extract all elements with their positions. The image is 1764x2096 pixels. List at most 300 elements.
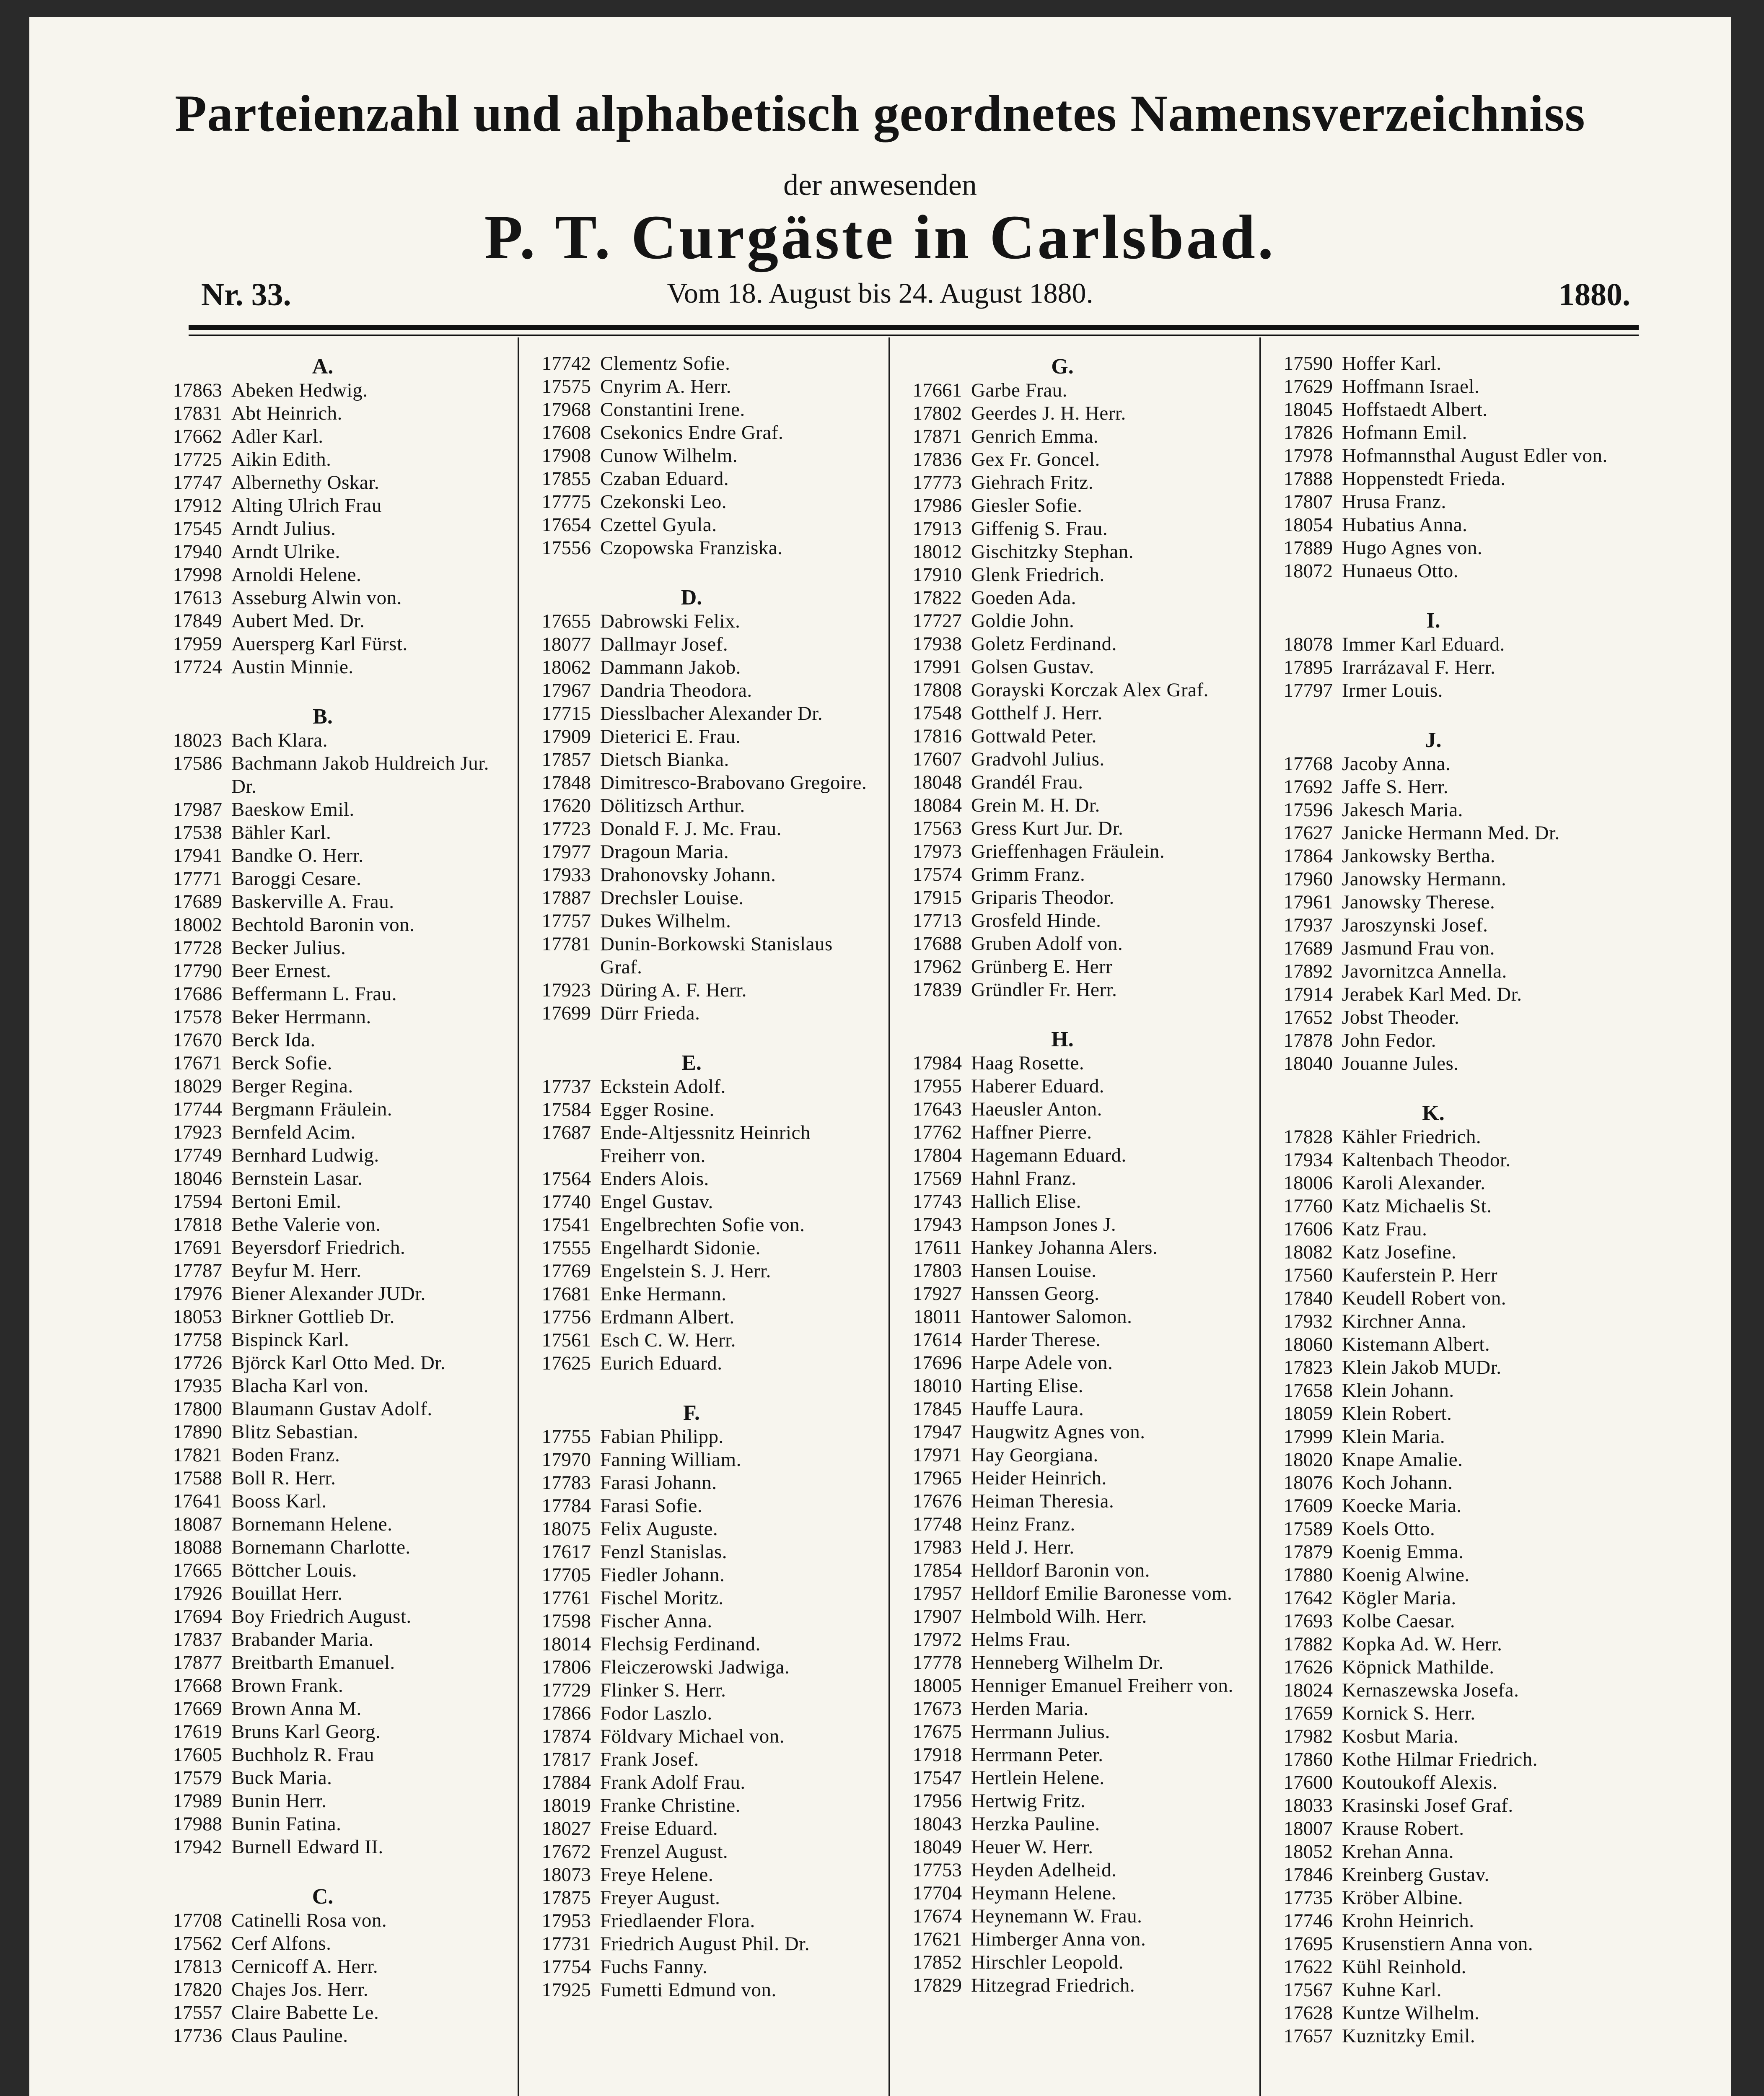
guest-entry xyxy=(507,1748,876,1771)
guest-entry xyxy=(507,1564,876,1587)
party-number: 17708 xyxy=(173,1909,222,1931)
guest-entry xyxy=(507,444,876,467)
guest-name: Baeskow Emil. xyxy=(231,799,355,820)
guest-name: Dieterici E. Frau. xyxy=(600,726,741,747)
party-number: 17955 xyxy=(912,1075,962,1097)
guest-entry xyxy=(878,1236,1247,1259)
party-number: 17831 xyxy=(173,402,222,424)
guest-name: Hubatius Anna. xyxy=(1342,514,1468,536)
section-gap xyxy=(1249,1075,1618,1099)
guest-name: Freye Helene. xyxy=(600,1864,714,1886)
guest-entry xyxy=(138,1328,507,1352)
guest-entry xyxy=(878,1697,1247,1720)
guest-entry xyxy=(138,913,507,936)
guest-entry xyxy=(507,398,876,421)
guest-entry xyxy=(1249,1564,1618,1587)
party-number: 17762 xyxy=(912,1121,962,1143)
guest-name: Bethe Valerie von. xyxy=(231,1214,381,1235)
party-number: 18027 xyxy=(541,1818,591,1839)
party-number: 17641 xyxy=(173,1490,222,1512)
guest-name: Hertwig Fritz. xyxy=(971,1790,1086,1812)
guest-entry xyxy=(1249,1264,1618,1287)
guest-name: Helldorf Baronin von. xyxy=(971,1559,1150,1581)
guest-entry xyxy=(138,471,507,494)
guest-entry xyxy=(878,1098,1247,1121)
guest-entry xyxy=(878,1075,1247,1098)
party-number: 17755 xyxy=(541,1426,591,1447)
guest-entry xyxy=(1249,1471,1618,1494)
party-number: 17611 xyxy=(913,1237,962,1258)
guest-name: Fanning William. xyxy=(600,1449,741,1471)
guest-name: Klein Robert. xyxy=(1342,1403,1452,1424)
guest-entry xyxy=(138,1582,507,1605)
guest-name: Czekonski Leo. xyxy=(600,491,727,513)
party-number: 17687 xyxy=(541,1122,591,1144)
guest-entry xyxy=(138,729,507,752)
guest-name: Hanssen Georg. xyxy=(971,1283,1100,1305)
guest-entry xyxy=(138,2024,507,2047)
guest-name: Berger Regina. xyxy=(231,1075,353,1097)
guest-entry xyxy=(138,844,507,867)
guest-entry xyxy=(138,448,507,471)
guest-name: John Fedor. xyxy=(1342,1030,1436,1051)
party-number: 17837 xyxy=(173,1629,222,1650)
guest-name: Boll R. Herr. xyxy=(231,1467,336,1489)
party-number: 17967 xyxy=(541,680,591,701)
guest-entry xyxy=(1249,1126,1618,1149)
party-number: 17731 xyxy=(541,1933,591,1955)
guest-name: Jaroszynski Josef. xyxy=(1342,914,1488,936)
party-number: 17747 xyxy=(173,472,222,493)
party-number: 18014 xyxy=(541,1633,591,1655)
guest-entry xyxy=(878,1674,1247,1697)
guest-entry xyxy=(1249,375,1618,398)
guest-name: Hansen Louise. xyxy=(971,1260,1097,1281)
guest-entry xyxy=(138,1743,507,1767)
guest-name: Giehrach Fritz. xyxy=(971,472,1094,493)
guest-entry xyxy=(878,679,1247,702)
section-letter: I. xyxy=(1426,609,1440,633)
guest-entry xyxy=(1249,914,1618,937)
party-number: 17818 xyxy=(173,1214,222,1235)
party-number: 17621 xyxy=(912,1928,962,1950)
guest-name: Engelstein S. J. Herr. xyxy=(600,1260,771,1282)
guest-name: Engelbrechten Sofie von. xyxy=(600,1214,805,1236)
guest-entry xyxy=(138,1398,507,1421)
guest-entry xyxy=(878,610,1247,633)
guest-entry xyxy=(507,1306,876,1329)
guest-name: Fodor Laszlo. xyxy=(600,1702,712,1724)
guest-name: Dandria Theodora. xyxy=(600,680,752,701)
guest-name: Hunaeus Otto. xyxy=(1342,560,1459,582)
guest-name: Eurich Eduard. xyxy=(600,1352,723,1374)
guest-entry xyxy=(1249,891,1618,914)
guest-entry xyxy=(1249,560,1618,583)
party-number: 17991 xyxy=(912,656,962,678)
guest-entry xyxy=(878,1328,1247,1352)
guest-name: Bornemann Helene. xyxy=(231,1513,393,1535)
party-number: 17781 xyxy=(541,933,591,955)
guest-name: Knape Amalie. xyxy=(1342,1449,1463,1471)
guest-name: Birkner Gottlieb Dr. xyxy=(231,1306,395,1328)
party-number: 17998 xyxy=(173,564,222,586)
guest-entry xyxy=(1249,1702,1618,1725)
guest-entry xyxy=(138,1674,507,1697)
section-letter: C. xyxy=(312,1885,334,1909)
guest-entry xyxy=(878,1259,1247,1282)
guest-name: Griparis Theodor. xyxy=(971,887,1114,908)
guest-name: Cunow Wilhelm. xyxy=(600,445,738,467)
party-number: 17854 xyxy=(912,1559,962,1581)
guest-entry xyxy=(138,1467,507,1490)
guest-name: Hitzegrad Friedrich. xyxy=(971,1974,1135,1996)
guest-entry xyxy=(138,610,507,633)
guest-name: Kühl Reinhold. xyxy=(1342,1956,1466,1978)
guest-entry xyxy=(138,379,507,402)
party-number: 17695 xyxy=(1283,1933,1333,1955)
party-number: 17836 xyxy=(912,449,962,470)
party-number: 18082 xyxy=(1283,1241,1333,1263)
guest-entry xyxy=(878,1121,1247,1144)
guest-entry xyxy=(1249,1979,1618,2002)
guest-entry xyxy=(138,586,507,610)
guest-name: Heider Heinrich. xyxy=(971,1467,1107,1489)
party-number: 17743 xyxy=(912,1191,962,1212)
guest-entry xyxy=(507,1075,876,1098)
guest-entry xyxy=(878,863,1247,886)
guest-name: Golsen Gustav. xyxy=(971,656,1094,678)
party-number: 17668 xyxy=(173,1675,222,1697)
guest-name: Claire Babette Le. xyxy=(231,2002,379,2023)
guest-name: Cerf Alfons. xyxy=(231,1933,332,1954)
guest-name: Jouanne Jules. xyxy=(1342,1053,1459,1074)
party-number: 17875 xyxy=(541,1887,591,1909)
guest-entry xyxy=(507,421,876,444)
guest-name: Bernfeld Acim. xyxy=(231,1121,356,1143)
guest-entry xyxy=(878,379,1247,402)
guest-name: Gradvohl Julius. xyxy=(971,748,1105,770)
guest-entry xyxy=(138,890,507,913)
guest-entry xyxy=(1249,1817,1618,1840)
guest-entry xyxy=(878,702,1247,725)
guest-name: Janowsky Hermann. xyxy=(1342,868,1507,890)
guest-name: Hoppenstedt Frieda. xyxy=(1342,468,1506,490)
guest-name: Dürr Frieda. xyxy=(600,1002,700,1024)
guest-entry xyxy=(507,817,876,840)
guest-name: Janicke Hermann Med. Dr. xyxy=(1342,822,1560,844)
guest-entry xyxy=(507,1167,876,1191)
party-number: 17817 xyxy=(541,1748,591,1770)
party-number: 17982 xyxy=(1283,1725,1333,1747)
guest-name: Gottwald Peter. xyxy=(971,725,1097,747)
guest-name: Genrich Emma. xyxy=(971,425,1099,447)
guest-entry xyxy=(507,679,876,702)
party-number: 17562 xyxy=(173,1933,222,1954)
party-number: 17846 xyxy=(1283,1864,1333,1886)
party-number: 17699 xyxy=(541,1002,591,1024)
party-number: 17705 xyxy=(541,1564,591,1586)
guest-name: Held J. Herr. xyxy=(971,1536,1075,1558)
guest-name: Engel Gustav. xyxy=(600,1191,713,1213)
guest-name: Fenzl Stanislas. xyxy=(600,1541,728,1563)
guest-name: Dabrowski Felix. xyxy=(600,610,741,632)
party-number: 17953 xyxy=(541,1910,591,1932)
guest-entry xyxy=(878,448,1247,471)
guest-name: Boden Franz. xyxy=(231,1444,340,1466)
party-number: 17590 xyxy=(1283,353,1333,374)
guest-entry xyxy=(138,563,507,586)
party-number: 18048 xyxy=(912,771,962,793)
party-number: 17913 xyxy=(912,518,962,540)
guest-name: Diesslbacher Alexander Dr. xyxy=(600,703,823,724)
guest-name: Catinelli Rosa von. xyxy=(231,1909,387,1931)
party-number: 17670 xyxy=(173,1029,222,1051)
guest-entry xyxy=(507,1214,876,1237)
party-number: 17694 xyxy=(173,1606,222,1627)
guest-name: Fischer Anna. xyxy=(600,1610,712,1632)
party-number: 18023 xyxy=(173,729,222,751)
guest-entry xyxy=(507,702,876,725)
subtitle: der anwesenden xyxy=(783,168,977,202)
guest-entry xyxy=(138,1813,507,1836)
party-number: 17688 xyxy=(912,933,962,955)
guest-name: Aikin Edith. xyxy=(231,449,332,470)
party-number: 17748 xyxy=(912,1513,962,1535)
party-number: 17932 xyxy=(1283,1310,1333,1332)
guest-name: Fabian Philipp. xyxy=(600,1426,724,1447)
guest-name: Bähler Karl. xyxy=(231,822,332,843)
guest-name: Gründler Fr. Herr. xyxy=(971,979,1117,1001)
guest-name: Dietsch Bianka. xyxy=(600,749,729,770)
guest-name: Dukes Wilhelm. xyxy=(600,910,731,932)
guest-entry xyxy=(1249,1886,1618,1909)
guest-entry xyxy=(878,1605,1247,1628)
guest-name: Kernaszewska Josefa. xyxy=(1342,1679,1519,1701)
party-number: 17820 xyxy=(173,1979,222,2000)
guest-name: Hofmann Emil. xyxy=(1342,422,1467,444)
guest-entry xyxy=(138,656,507,679)
guest-name: Heyden Adelheid. xyxy=(971,1859,1117,1881)
guest-entry xyxy=(507,1283,876,1306)
party-number: 17674 xyxy=(912,1905,962,1927)
guest-entry xyxy=(138,1836,507,1859)
party-number: 17909 xyxy=(541,726,591,747)
guest-name: Baroggi Cesare. xyxy=(231,868,362,890)
guest-entry xyxy=(1249,633,1618,656)
party-number: 17724 xyxy=(173,656,222,678)
guest-name: Gress Kurt Jur. Dr. xyxy=(971,817,1124,839)
guest-name: Hoffstaedt Albert. xyxy=(1342,399,1488,420)
guest-entry xyxy=(1249,1956,1618,1979)
guest-name: Harting Elise. xyxy=(971,1375,1084,1397)
guest-entry xyxy=(507,490,876,514)
guest-entry xyxy=(878,494,1247,517)
guest-entry xyxy=(878,748,1247,771)
guest-name: Katz Michaelis St. xyxy=(1342,1195,1492,1217)
party-number: 17729 xyxy=(541,1679,591,1701)
party-number: 17665 xyxy=(173,1559,222,1581)
party-number: 17970 xyxy=(541,1449,591,1471)
party-number: 17968 xyxy=(541,399,591,420)
party-number: 17882 xyxy=(1283,1633,1333,1655)
party-number: 17771 xyxy=(173,868,222,890)
guest-entry xyxy=(138,1909,507,1932)
guest-name: Friedlaender Flora. xyxy=(600,1910,755,1932)
place-title: P. T. Curgäste in Carlsbad. xyxy=(484,202,1276,272)
guest-entry xyxy=(1249,1172,1618,1195)
guest-name: Abt Heinrich. xyxy=(231,402,342,424)
party-number: 17803 xyxy=(912,1260,962,1281)
guest-name: Krohn Heinrich. xyxy=(1342,1910,1474,1932)
guest-entry xyxy=(878,1743,1247,1767)
party-number: 17725 xyxy=(173,449,222,470)
party-number: 17935 xyxy=(173,1375,222,1397)
party-number: 17783 xyxy=(541,1472,591,1494)
guest-entry xyxy=(878,1651,1247,1674)
guest-name: Himberger Anna von. xyxy=(971,1928,1146,1950)
section-letter: K. xyxy=(1422,1101,1445,1125)
party-number: 17976 xyxy=(173,1283,222,1305)
section-gap xyxy=(507,560,876,583)
guest-name: Claus Pauline. xyxy=(231,2025,348,2047)
guest-entry xyxy=(878,563,1247,586)
guest-entry xyxy=(1249,444,1618,467)
guest-name: Becker Julius. xyxy=(231,937,346,959)
guest-entry xyxy=(138,540,507,563)
guest-entry xyxy=(1249,514,1618,537)
party-number: 17910 xyxy=(912,564,962,586)
guest-name: Bernstein Lasar. xyxy=(231,1167,363,1189)
guest-name: Bernhard Ludwig. xyxy=(231,1144,379,1166)
party-number: 17696 xyxy=(912,1352,962,1374)
party-number: 18084 xyxy=(912,794,962,816)
guest-entry xyxy=(878,1352,1247,1375)
guest-entry xyxy=(138,1052,507,1075)
guest-name: Irmer Louis. xyxy=(1342,680,1443,701)
guest-entry xyxy=(138,1767,507,1790)
guest-entry xyxy=(878,1444,1247,1467)
guest-name: Hoffmann Israel. xyxy=(1342,376,1480,397)
guest-name: Friedrich August Phil. Dr. xyxy=(600,1933,810,1955)
party-number: 17802 xyxy=(912,402,962,424)
guest-entry xyxy=(878,1928,1247,1951)
guest-name: Bach Klara. xyxy=(231,729,328,751)
party-number: 17977 xyxy=(541,841,591,863)
party-number: 17829 xyxy=(912,1974,962,1996)
party-number: 17983 xyxy=(912,1536,962,1558)
party-number: 17866 xyxy=(541,1702,591,1724)
party-number: 18054 xyxy=(1283,514,1333,536)
guest-name: Hay Georgiana. xyxy=(971,1444,1098,1466)
guest-name: Grandél Frau. xyxy=(971,771,1083,793)
guest-name: Heynemann W. Frau. xyxy=(971,1905,1142,1927)
guest-name: Beffermann L. Frau. xyxy=(231,983,397,1005)
guest-entry xyxy=(138,1213,507,1236)
party-number: 17681 xyxy=(541,1283,591,1305)
guest-name: Drahonovsky Johann. xyxy=(600,864,776,886)
guest-name: Hagemann Eduard. xyxy=(971,1144,1127,1166)
guest-name: Koenig Emma. xyxy=(1342,1541,1464,1563)
guest-name: Blacha Karl von. xyxy=(231,1375,369,1397)
guest-entry xyxy=(1249,352,1618,375)
guest-entry xyxy=(878,517,1247,540)
guest-entry xyxy=(878,586,1247,610)
guest-entry xyxy=(138,1190,507,1213)
section-letter: H. xyxy=(1051,1027,1074,1051)
party-number: 18040 xyxy=(1283,1053,1333,1074)
section-gap xyxy=(1249,583,1618,606)
guest-entry xyxy=(878,909,1247,932)
guest-name: Henneberg Wilhelm Dr. xyxy=(971,1652,1164,1673)
guest-name: Freyer August. xyxy=(600,1887,720,1909)
guest-entry xyxy=(1249,1909,1618,1933)
guest-entry xyxy=(507,864,876,887)
party-number: 17808 xyxy=(912,679,962,701)
guest-entry xyxy=(138,1932,507,1955)
guest-name: Breitbarth Emanuel. xyxy=(231,1652,395,1673)
guest-name: Hampson Jones J. xyxy=(971,1214,1116,1235)
party-number: 17768 xyxy=(1283,753,1333,775)
guest-name: Blitz Sebastian. xyxy=(231,1421,359,1443)
party-number: 17914 xyxy=(1283,983,1333,1005)
guest-entry xyxy=(507,610,876,633)
guest-name: Hrusa Franz. xyxy=(1342,491,1446,513)
party-number: 17569 xyxy=(912,1167,962,1189)
guest-entry xyxy=(878,817,1247,840)
guest-name: Arndt Julius. xyxy=(231,518,336,540)
section-letter: D. xyxy=(681,586,702,610)
guest-name: Beyersdorf Friedrich. xyxy=(231,1237,406,1258)
party-number: 17784 xyxy=(541,1495,591,1517)
guest-entry xyxy=(878,633,1247,656)
party-number: 17806 xyxy=(541,1656,591,1678)
guest-entry xyxy=(1249,1518,1618,1541)
guest-name: Kauferstein P. Herr xyxy=(1342,1264,1498,1286)
party-number: 17622 xyxy=(1283,1956,1333,1978)
name-column-4 xyxy=(1249,352,1618,2048)
guest-name: Flinker S. Herr. xyxy=(600,1679,726,1701)
guest-entry xyxy=(507,1702,876,1725)
guest-name: Grimm Franz. xyxy=(971,864,1085,885)
party-number: 17669 xyxy=(173,1698,222,1720)
guest-name: Klein Maria. xyxy=(1342,1426,1445,1447)
guest-entry xyxy=(1249,1494,1618,1518)
guest-name: Karoli Alexander. xyxy=(1342,1172,1486,1194)
party-number: 17642 xyxy=(1283,1587,1333,1609)
guest-entry xyxy=(878,1767,1247,1790)
guest-entry xyxy=(507,1610,876,1633)
party-number: 17746 xyxy=(1283,1910,1333,1932)
guest-name: Constantini Irene. xyxy=(600,399,745,420)
guest-name: Farasi Sofie. xyxy=(600,1495,703,1517)
party-number: 17769 xyxy=(541,1260,591,1282)
party-number: 17652 xyxy=(1283,1006,1333,1028)
guest-name: Hauffe Laura. xyxy=(971,1398,1084,1420)
party-number: 17574 xyxy=(912,864,962,885)
guest-name: Beer Ernest. xyxy=(231,960,332,982)
guest-entry xyxy=(1249,1794,1618,1817)
party-number: 17586 xyxy=(173,752,222,774)
guest-name: Fuchs Fanny. xyxy=(600,1956,708,1978)
guest-entry xyxy=(138,1236,507,1259)
guest-entry xyxy=(1249,1333,1618,1356)
guest-entry xyxy=(507,794,876,817)
party-number: 17839 xyxy=(912,979,962,1001)
party-number: 18088 xyxy=(173,1536,222,1558)
party-number: 17600 xyxy=(1283,1772,1333,1793)
guest-name: Jerabek Karl Med. Dr. xyxy=(1342,983,1522,1005)
guest-entry xyxy=(507,1098,876,1121)
